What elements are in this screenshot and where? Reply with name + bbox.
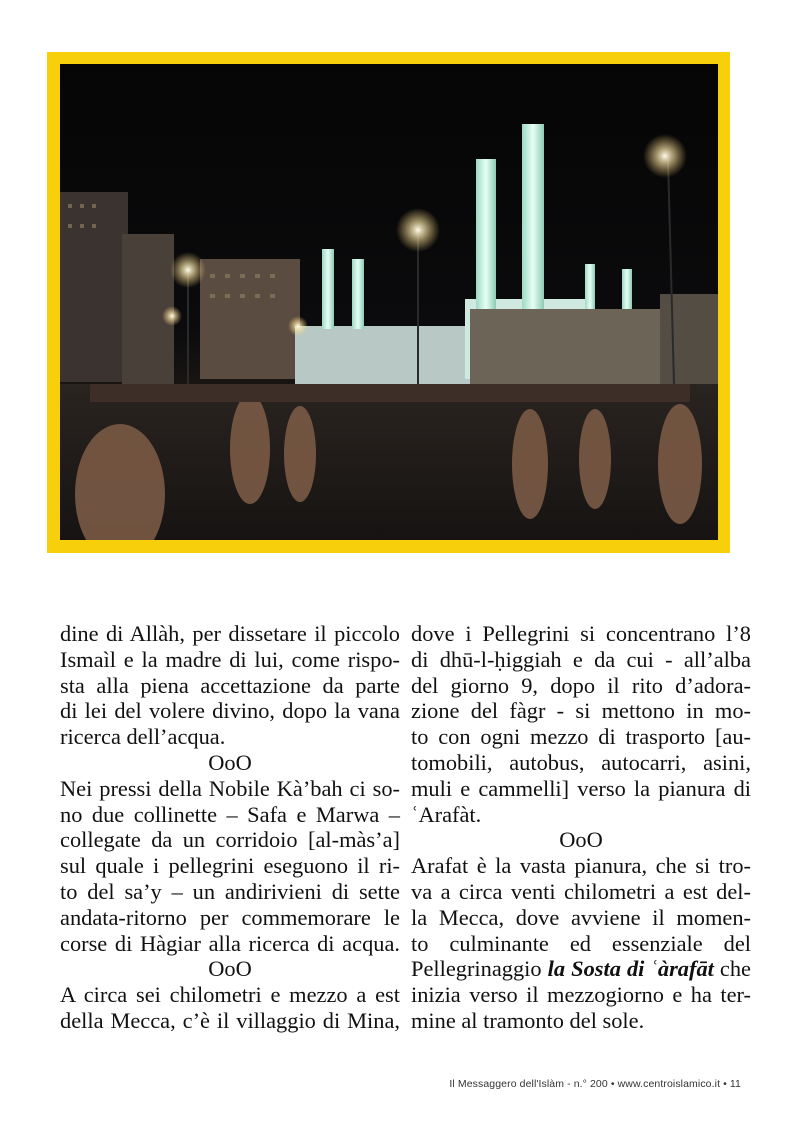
text-line: to culminante ed essenziale del: [411, 930, 751, 956]
night-mosque-photo: [60, 64, 718, 540]
text-line: A circa sei chilometri e mezzo a est: [60, 982, 400, 1008]
text-line: no due collinette – Safa e Marwa –: [60, 801, 400, 827]
text-line: Ismaìl e la madre di lui, come rispo-: [60, 646, 400, 672]
emphasized-phrase: la Sosta di ʿàrafāt: [547, 956, 714, 982]
text-line: tomobili, autobus, autocarri, asini,: [411, 749, 751, 775]
text-line: va a circa venti chilometri a est del-: [411, 878, 751, 904]
text-line: dove i Pellegrini si concentrano l’8: [411, 621, 751, 646]
photo-illustration: [60, 64, 718, 540]
text-line: ricerca dell’acqua.: [60, 724, 226, 750]
photo-frame: [47, 52, 730, 553]
text-line: Nei pressi della Nobile Kà’bah ci so-: [60, 775, 400, 801]
text-segment: Pellegrinaggio: [411, 956, 548, 982]
text-line: to con ogni mezzo di trasporto [au-: [411, 724, 751, 750]
left-column: [60, 621, 400, 1034]
text-line: del giorno 9, dopo il rito d’adora-: [411, 672, 751, 698]
text-line: sul quale i pellegrini eseguono il ri-: [60, 853, 400, 879]
section-separator: OoO: [208, 956, 252, 982]
text-line: Arafat è la vasta pianura, che si tro-: [411, 853, 751, 879]
text-line: to del sa’y – un andirivieni di sette: [60, 878, 400, 904]
text-line: di lei del volere divino, dopo la vana: [60, 698, 400, 724]
text-line: andata-ritorno per commemorare le: [60, 904, 400, 930]
text-line: sta alla piena accettazione da parte: [60, 672, 400, 698]
text-line: ʿArafàt.: [411, 801, 482, 827]
text-line: la Mecca, dove avviene il momen-: [411, 904, 751, 930]
text-line: di dhū-l-ḥiggiah e da cui - all’alba: [411, 646, 751, 672]
page-footer: Il Messaggero dell'Islàm - n.° 200 • www.centroislamico.it • 11: [449, 1078, 741, 1090]
text-line: collegate da un corridoio [al-màs’a]: [60, 827, 400, 853]
text-segment: che: [713, 956, 751, 982]
text-line: inizia verso il mezzogiorno e ha ter-: [411, 982, 751, 1008]
section-separator: OoO: [559, 827, 603, 853]
section-separator: OoO: [208, 749, 252, 775]
text-line: mine al tramonto del sole.: [411, 1007, 645, 1033]
text-line: zione del fàgr - si mettono in mo-: [411, 698, 751, 724]
right-column: [411, 621, 751, 1034]
text-line: corse di Hàgiar alla ricerca di acqua.: [60, 930, 400, 956]
text-line-with-emphasis: [411, 956, 751, 982]
text-line: muli e cammelli] verso la pianura di: [411, 775, 751, 801]
text-line: dine di Allàh, per dissetare il piccolo: [60, 621, 400, 646]
text-line: della Mecca, c’è il villaggio di Mina,: [60, 1007, 400, 1033]
